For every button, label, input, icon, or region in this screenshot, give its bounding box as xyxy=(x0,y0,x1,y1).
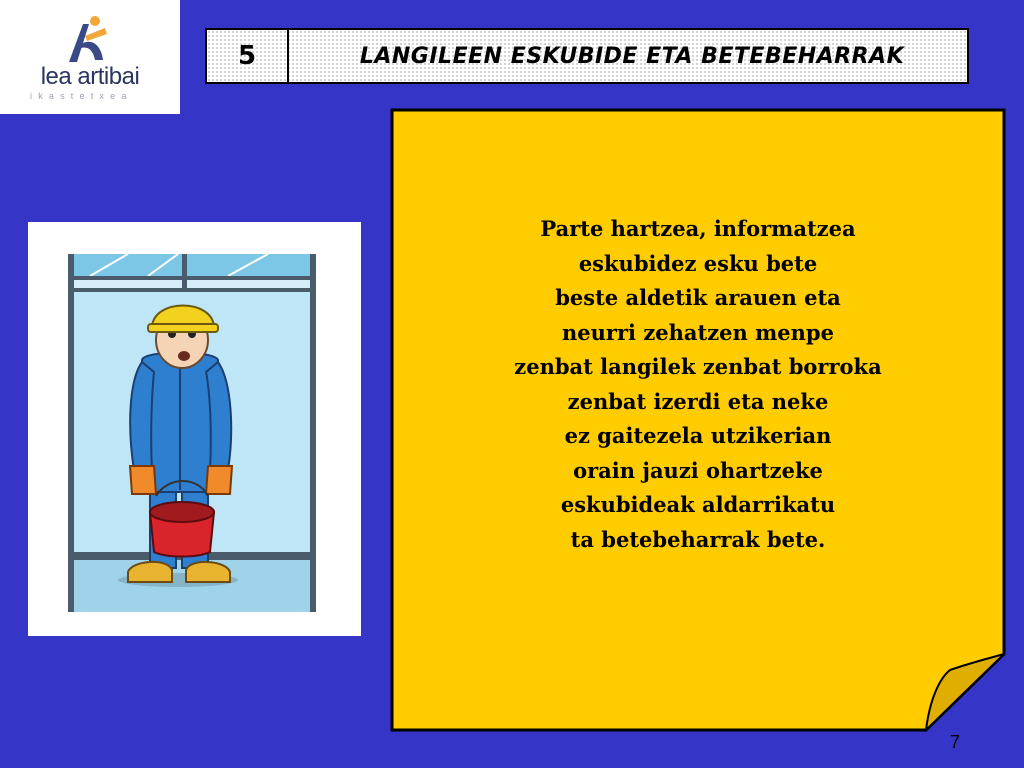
poem-line: orain jauzi ohartzeke xyxy=(573,457,823,483)
worker-illustration xyxy=(28,222,361,636)
title-bar xyxy=(205,28,969,84)
poem-line: ez gaitezela utzikerian xyxy=(564,423,832,448)
poem-line: Parte hartzea, informatzea xyxy=(540,216,856,241)
poem-line: eskubideak aldarrikatu xyxy=(560,492,836,517)
poem-line: zenbat izerdi eta neke xyxy=(567,388,829,414)
poem-line: ta betebeharrak bete. xyxy=(570,526,826,552)
logo-subtitle: ikastetxea xyxy=(30,91,133,101)
logo-name: lea artibai xyxy=(40,63,140,90)
poem-line: beste aldetik arauen eta xyxy=(555,285,841,310)
section-title: LANGILEEN ESKUBIDE ETA BETEBEHARRAK xyxy=(359,43,905,69)
worker-with-bucket-image xyxy=(28,222,361,636)
logo-mark-icon xyxy=(55,14,115,64)
section-number: 5 xyxy=(207,30,289,82)
poem-line: eskubidez esku bete xyxy=(578,250,818,276)
logo xyxy=(0,0,180,114)
page-number: 7 xyxy=(950,732,961,752)
poem-text xyxy=(390,212,1006,557)
poem-note xyxy=(390,108,1006,732)
poem-line: zenbat langilek zenbat borroka xyxy=(514,354,882,379)
poem-line: neurri zehatzen menpe xyxy=(562,319,834,345)
